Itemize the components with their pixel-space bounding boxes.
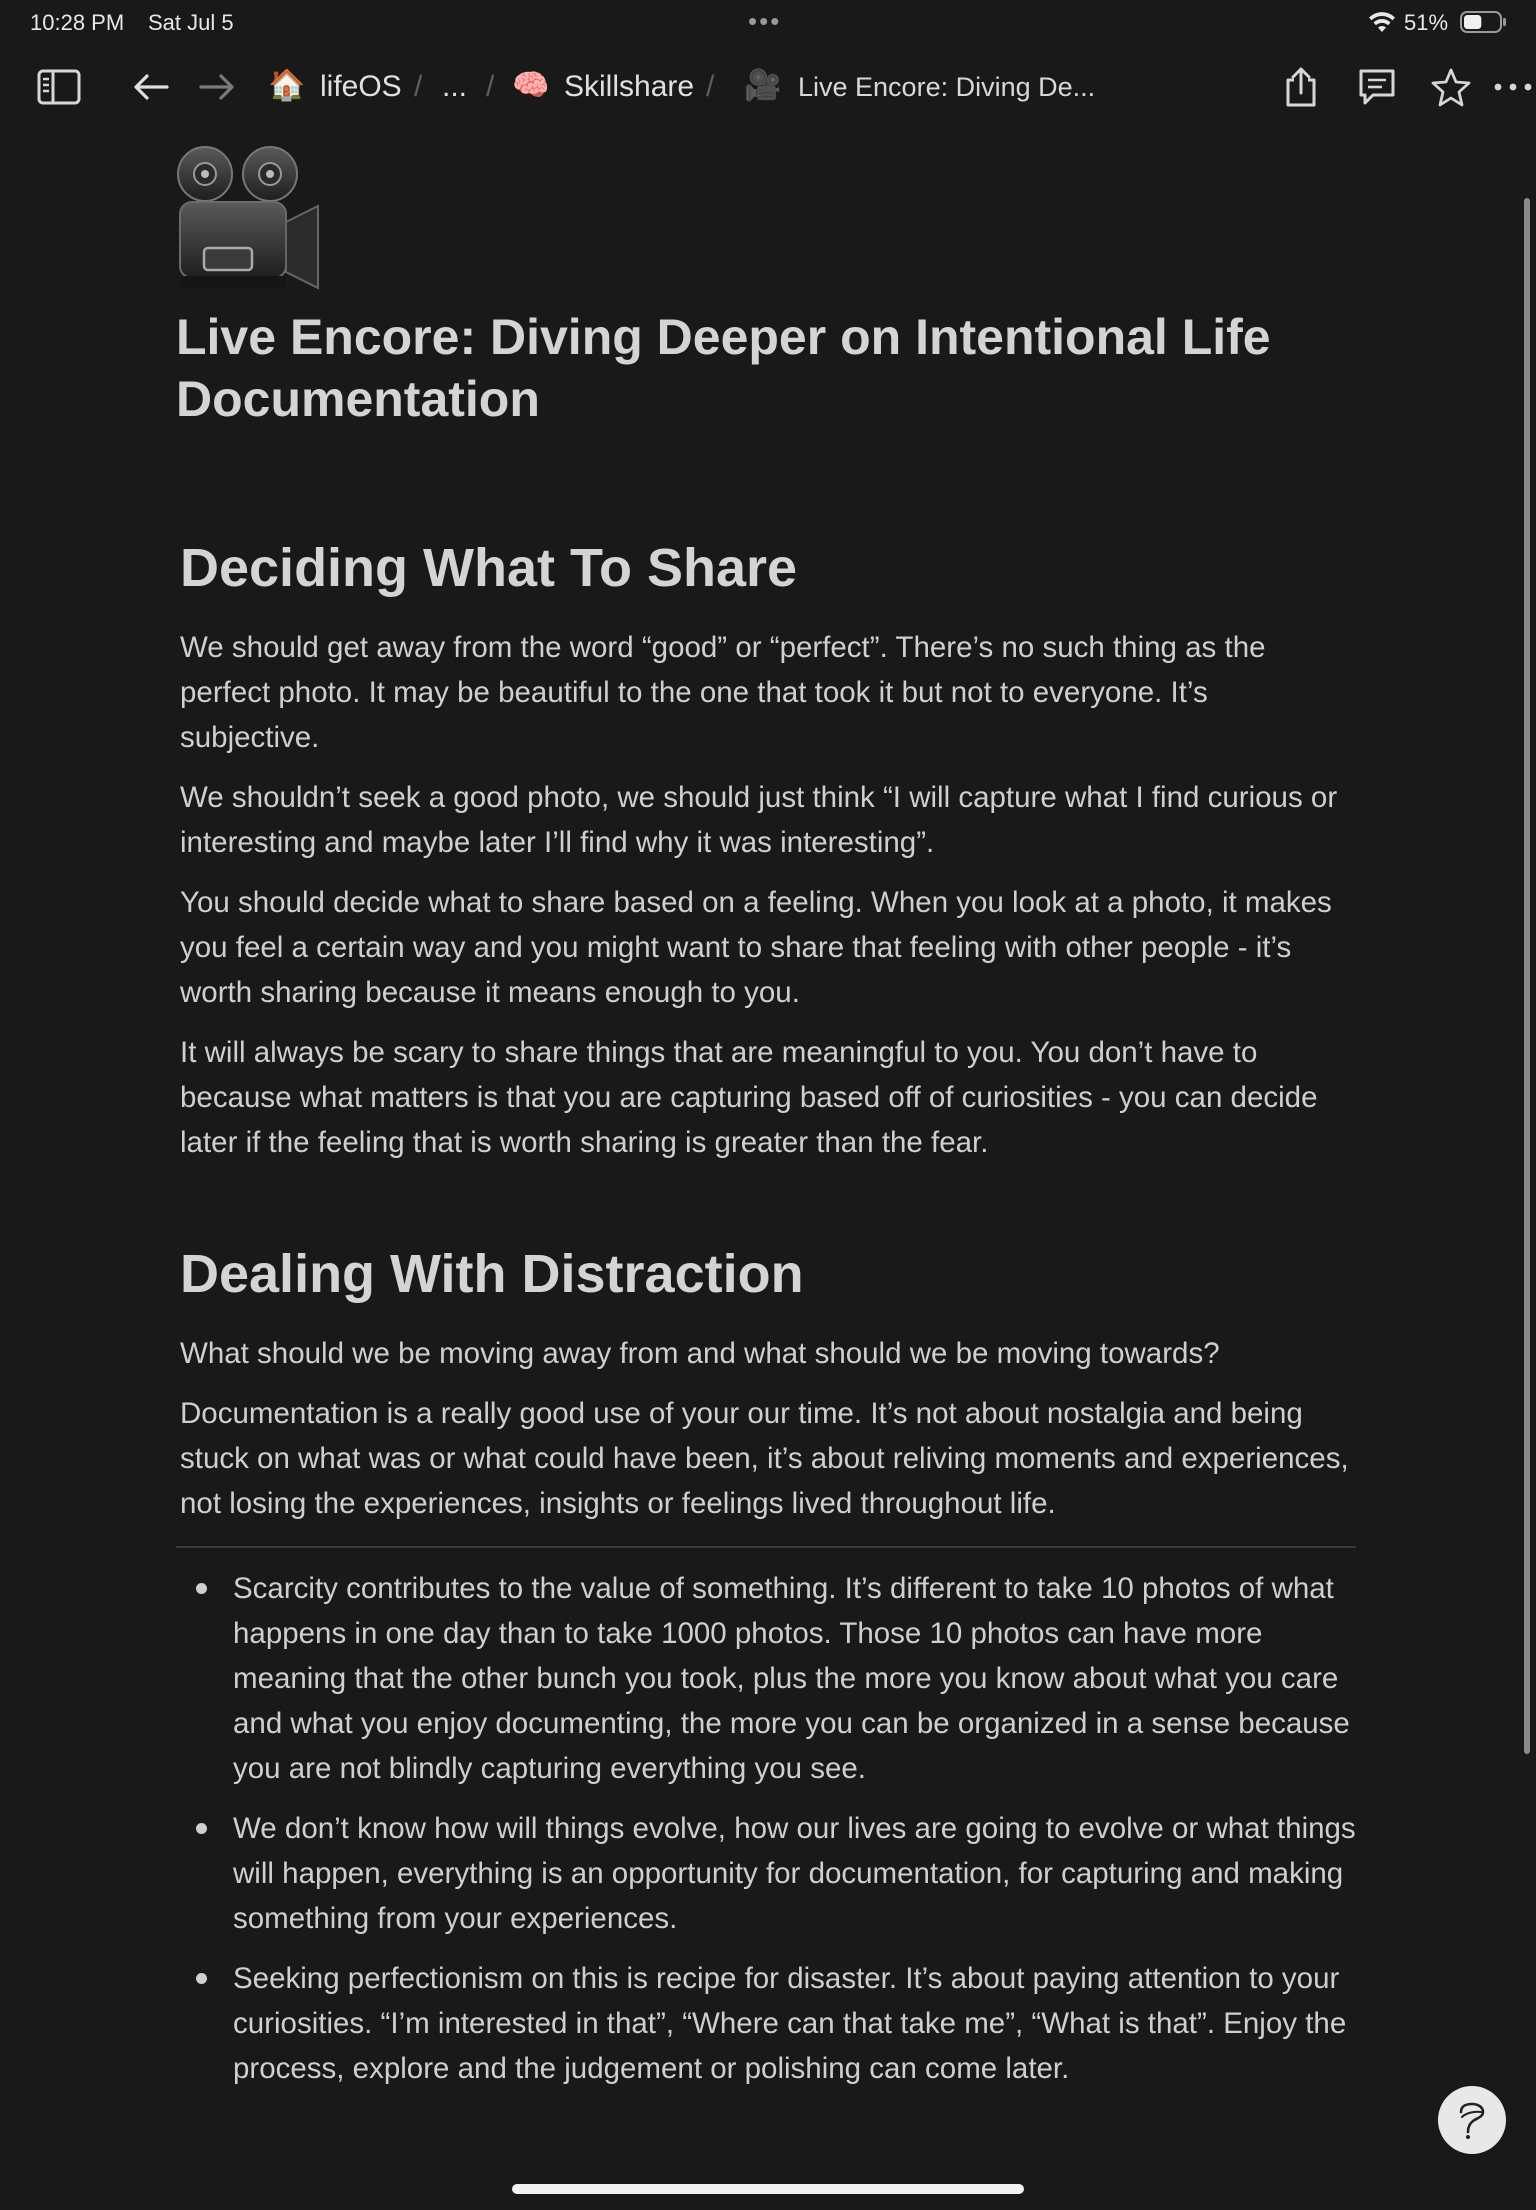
bullet-dot (196, 1973, 207, 1984)
heading-deciding-what-to-share[interactable]: Deciding What To Share (180, 538, 798, 598)
help-button[interactable] (1438, 2086, 1506, 2154)
wifi-icon (1368, 10, 1396, 34)
status-bar (0, 0, 1536, 44)
paragraph[interactable]: Documentation is a really good use of your our time. It’s not about nostalgia and being stuck on what was or what could have been, it’s about reliving moments and experiences, not losing the experiences, insights or feelings lived throughout life. (180, 1397, 1349, 1520)
multitasking-dots-icon[interactable]: ••• (748, 6, 782, 36)
page-title[interactable]: Live Encore: Diving Deeper on Intentional Life Documentation (176, 309, 1271, 427)
paragraph[interactable]: We shouldn’t seek a good photo, we should just think “I will capture what I find curious or interesting and maybe later I’ll find why it was interesting”. (180, 781, 1338, 859)
list-item-text: Seeking perfectionism on this is recipe for disaster. It’s about paying attention to your curiosities. “I’m interested in that”, “Where can that take me”, “What is that”. Enjoy the process, explore and the judgement or polishing can come later. (233, 1962, 1347, 2085)
breadcrumb-skillshare[interactable]: Skillshare (564, 70, 695, 103)
bullet-dot (196, 1583, 207, 1594)
star-favorite-icon[interactable] (1428, 64, 1474, 110)
movie-camera-icon[interactable] (172, 144, 322, 294)
sidebar-toggle-icon[interactable] (36, 64, 82, 110)
breadcrumb-separator: / (706, 70, 715, 103)
breadcrumb-separator: / (486, 70, 495, 103)
top-navigation-bar (0, 56, 1536, 116)
forward-arrow-icon[interactable] (194, 64, 240, 110)
house-icon: 🏠 (268, 68, 306, 103)
heading-dealing-with-distraction[interactable]: Dealing With Distraction (180, 1244, 804, 1304)
list-item-text: We don’t know how will things evolve, how our lives are going to evolve or what things will happen, everything is an opportunity for documentation, for capturing and making something from your experiences. (233, 1812, 1356, 1935)
paragraph[interactable]: You should decide what to share based on a feeling. When you look at a photo, it makes you feel a certain way and you might want to share that feeling with other people - it’s worth sharing because it means enough to you. (180, 886, 1332, 1009)
list-item[interactable] (180, 1806, 1360, 1941)
back-arrow-icon[interactable] (128, 64, 174, 110)
status-date: Sat Jul 5 (148, 10, 234, 35)
more-options-icon[interactable] (1490, 64, 1536, 110)
scrollbar[interactable] (1524, 198, 1530, 1754)
bullet-list (180, 1566, 1360, 2106)
battery-icon (1460, 10, 1508, 34)
home-indicator[interactable] (512, 2184, 1024, 2194)
movie-camera-small-icon: 🎥 (744, 68, 782, 103)
list-item[interactable] (180, 1956, 1360, 2091)
paragraph[interactable]: It will always be scary to share things that are meaningful to you. You don’t have to because what matters is that you are capturing based off of curiosities - you can decide later if the feeling that is worth sharing is greater than the fear. (180, 1036, 1318, 1159)
brain-icon: 🧠 (512, 68, 550, 103)
list-item[interactable] (180, 1566, 1360, 1791)
breadcrumb-current-page[interactable]: Live Encore: Diving De... (798, 72, 1096, 102)
divider (176, 1546, 1356, 1548)
help-glyph-icon (1454, 2100, 1490, 2140)
breadcrumb-collapsed[interactable]: ... (442, 70, 468, 103)
bullet-dot (196, 1823, 207, 1834)
battery-percentage: 51% (1404, 10, 1449, 35)
comment-icon[interactable] (1354, 64, 1400, 110)
status-time: 10:28 PM (30, 10, 125, 35)
breadcrumb-lifeos[interactable]: lifeOS (320, 70, 402, 103)
paragraph[interactable]: What should we be moving away from and what should we be moving towards? (180, 1337, 1220, 1370)
paragraph[interactable]: We should get away from the word “good” or “perfect”. There’s no such thing as the perfect photo. It may be beautiful to the one that took it but not to everyone. It’s subjective. (180, 631, 1266, 754)
list-item-text: Scarcity contributes to the value of something. It’s different to take 10 photos of what happens in one day than to take 1000 photos. Those 10 photos can have more meaning that the other bunch you took, plus the more you know about what you care and what you enjoy documenting, the more you can be organized in a sense because you are not blindly capturing everything you see. (233, 1572, 1350, 1785)
share-icon[interactable] (1278, 64, 1324, 110)
breadcrumb-separator: / (414, 70, 423, 103)
